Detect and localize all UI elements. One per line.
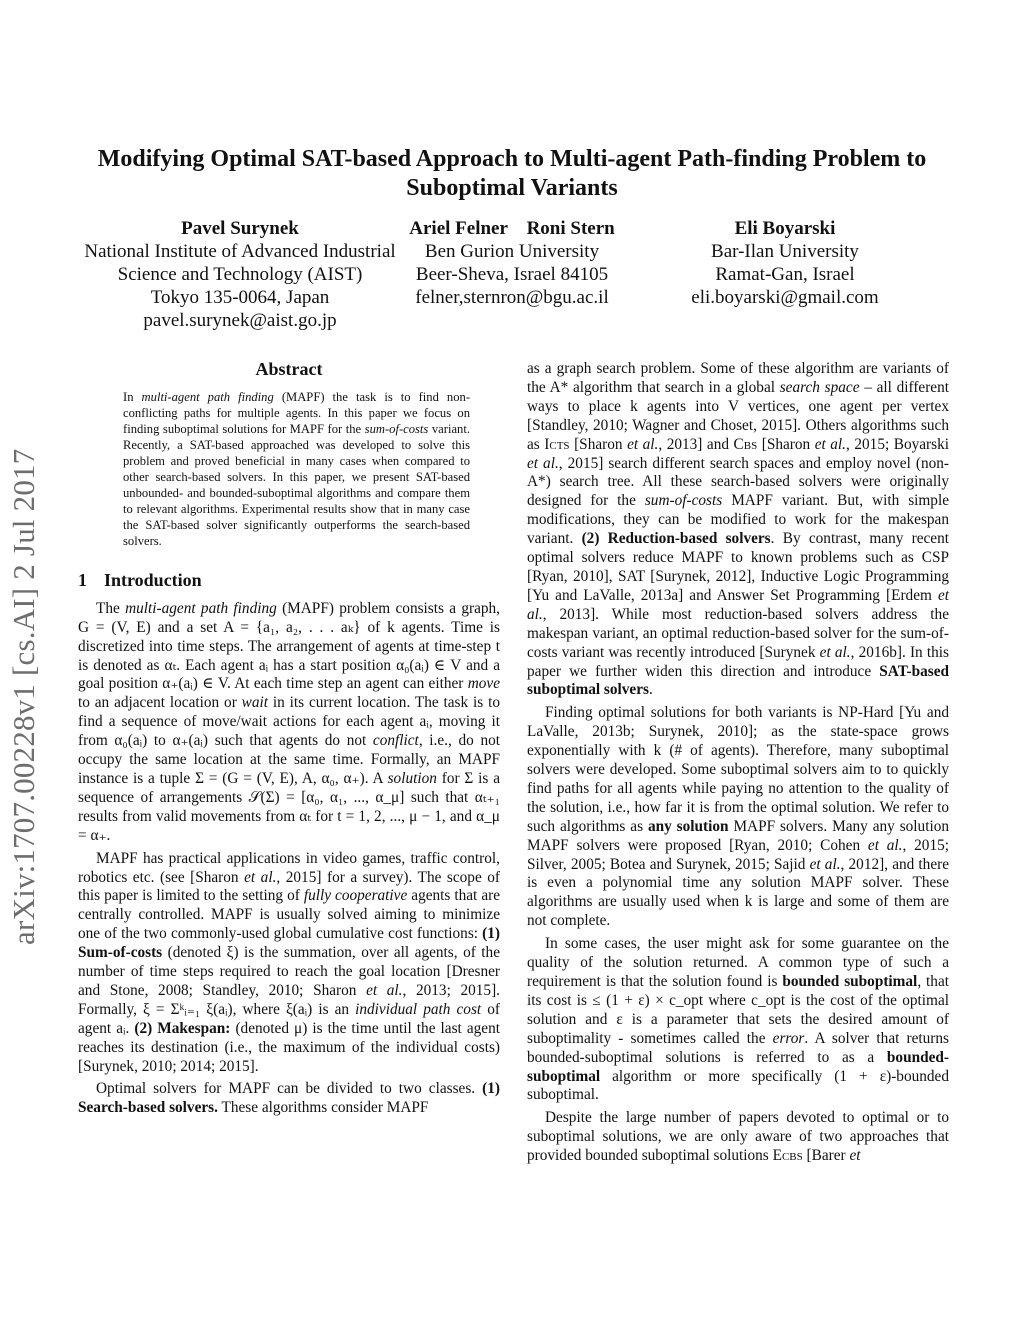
author-affiliation: Bar-Ilan University: [711, 241, 859, 262]
author-address: Tokyo 135-0064, Japan: [150, 287, 330, 308]
paper-title: Modifying Optimal SAT-based Approach to Multi-agent Path-finding Problem to Suboptimal Variants: [97, 146, 927, 201]
author-address: Ramat-Gan, Israel: [715, 264, 855, 285]
paragraph: as a graph search problem. Some of these algorithm are variants of the A* algorithm that search in a global search space – all different ways to place k agents into V vertices, one agent per vertex [Standley, 2010; Wagner and Choset, 2015]. Others algorithms such as Icts [Sharon et al., 2013] and Cbs [Sharon et al., 2015; Boyarski et al., 2015] search different search spaces and employ novel (non-A*) search tree. All these search-based solvers were originally designed for the sum-of-costs MAPF variant. But, with simple modifications, they can be modified to work for the makespan variant. (2) Reduction-based solvers. By contrast, many recent optimal solvers reduce MAPF to known problems such as CSP [Ryan, 2010], SAT [Surynek, 2012], Inductive Logic Programming [Yu and LaValle, 2013a] and Answer Set Programming [Erdem et al., 2013]. While most reduction-based solvers address the makespan variant, an optimal reduction-based solver for the sum-of-costs variant was recently introduced [Surynek et al., 2016b]. In this paper we further widen this direction and introduce SAT-based suboptimal solvers.: [527, 360, 950, 699]
author-name: Eli Boyarski: [734, 218, 836, 239]
author-block: [650, 217, 920, 309]
paragraph: Finding optimal solutions for both variants is NP-Hard [Yu and LaValle, 2013b; Surynek, 2010]; as the state-space grows exponentially with k (# of agents). Therefore, many suboptimal solvers were developed. Some suboptimal solvers aim to to quickly find paths for all agents while paying no attention to the quality of the solution, i.e., how far it is from the optimal solution. We refer to such algorithms as any solution MAPF solvers. Many any solution MAPF solvers were proposed [Ryan, 2010; Cohen et al., 2015; Silver, 2005; Botea and Surynek, 2015; Sajid et al., 2012], and there is even a polynomial time any solution MAPF solver. These algorithms are usually used when k is large and some of them are not complete.: [527, 704, 950, 930]
paragraph: The multi-agent path finding (MAPF) problem consists a graph, G = (V, E) and a set A = {a₁, a₂, . . . aₖ} of k agents. Time is discretized into time steps. The arrangement of agents at time-step t is denoted as αₜ. Each agent aᵢ has a start position α₀(aᵢ) ∈ V and a goal position α₊(aᵢ) ∈ V. At each time step an agent can either move to an adjacent location or wait in its current location. The task is to find a sequence of move/wait actions for each agent aᵢ, moving it from α₀(aᵢ) to α₊(aᵢ) such that agents do not conflict, i.e., do not occupy the same location at the same time. Formally, an MAPF instance is a tuple Σ = (G = (V, E), A, α₀, α₊). A solution for Σ is a sequence of arrangements 𝒮(Σ) = [α₀, α₁, ..., α_μ] such that αₜ₊₁ results from valid movements from αₜ for t = 1, 2, ..., μ − 1, and α_μ = α₊.: [78, 599, 501, 844]
left-column: [78, 360, 500, 1118]
author-email[interactable]: felner,sternron@bgu.ac.il: [415, 287, 609, 308]
section-title: Introduction: [104, 569, 202, 590]
author-affiliation: Science and Technology (AIST): [117, 264, 363, 285]
author-block: [400, 217, 624, 309]
arxiv-identifier-stamp: arXiv:1707.00228v1 [cs.AI] 2 Jul 2017: [6, 448, 41, 945]
author-name: Pavel Surynek: [181, 218, 299, 239]
abstract-heading: Abstract: [255, 359, 323, 379]
right-column: [527, 360, 949, 1166]
author-affiliation: Ben Gurion University: [424, 241, 600, 262]
paragraph: Despite the large number of papers devoted to optimal or to suboptimal solutions, we are only aware of two approaches that provided bounded suboptimal solutions Ecbs [Barer et: [527, 1109, 949, 1165]
author-affiliation: National Institute of Advanced Industrial: [84, 241, 396, 262]
section-heading: [78, 571, 500, 590]
paragraph: MAPF has practical applications in video games, traffic control, robotics etc. (see [Sharon et al., 2015] for a survey). The scope of this paper is limited to the setting of fully cooperative agents that are centrally controlled. MAPF is usually solved aiming to minimize one of the two commonly-used global cumulative cost functions: (1) Sum-of-costs (denoted ξ) is the summation, over all agents, of the number of time steps required to reach the goal location [Dresner and Stone, 2008; Standley, 2010; Sharon et al., 2013; 2015]. Formally, ξ = Σᵏᵢ₌₁ ξ(aᵢ), where ξ(aᵢ) is an individual path cost of agent aᵢ. (2) Makespan: (denoted μ) is the time until the last agent reaches its destination (i.e., the maximum of the individual costs) [Surynek, 2010; 2014; 2015].: [78, 849, 501, 1075]
author-address: Beer-Sheva, Israel 84105: [415, 264, 609, 285]
author-block: [60, 217, 420, 332]
abstract-text: In multi-agent path finding (MAPF) the task is to find non-conflicting paths for multiple agents. In this paper we focus on finding suboptimal solutions for MAPF for the sum-of-costs variant. Recently, a SAT-based approached was developed to solve this problem and proved beneficial in many cases when compared to other search-based solvers. In this paper, we present SAT-based unbounded- and bounded-suboptimal algorithms and compare them to relevant algorithms. Experimental results show that in many case the SAT-based solver significantly outperforms the search-based solvers.: [123, 389, 471, 548]
author-email[interactable]: pavel.surynek@aist.go.jp: [143, 310, 337, 331]
author-name: Ariel Felner Roni Stern: [409, 218, 615, 239]
section-number: 1: [78, 569, 87, 590]
paragraph: Optimal solvers for MAPF can be divided to two classes. (1) Search-based solvers. These algorithms consider MAPF: [78, 1080, 500, 1117]
author-email[interactable]: eli.boyarski@gmail.com: [691, 287, 879, 308]
paragraph: In some cases, the user might ask for some guarantee on the quality of the solution returned. A common type of such a requirement is that the solution found is bounded suboptimal, that its cost is ≤ (1 + ε) × c_opt where c_opt is the cost of the optimal solution and ε is a parameter that sets the desired amount of suboptimality - sometimes called the error. A solver that returns bounded-suboptimal solutions is referred to as a bounded-suboptimal algorithm or more specifically (1 + ε)-bounded suboptimal.: [527, 935, 950, 1104]
